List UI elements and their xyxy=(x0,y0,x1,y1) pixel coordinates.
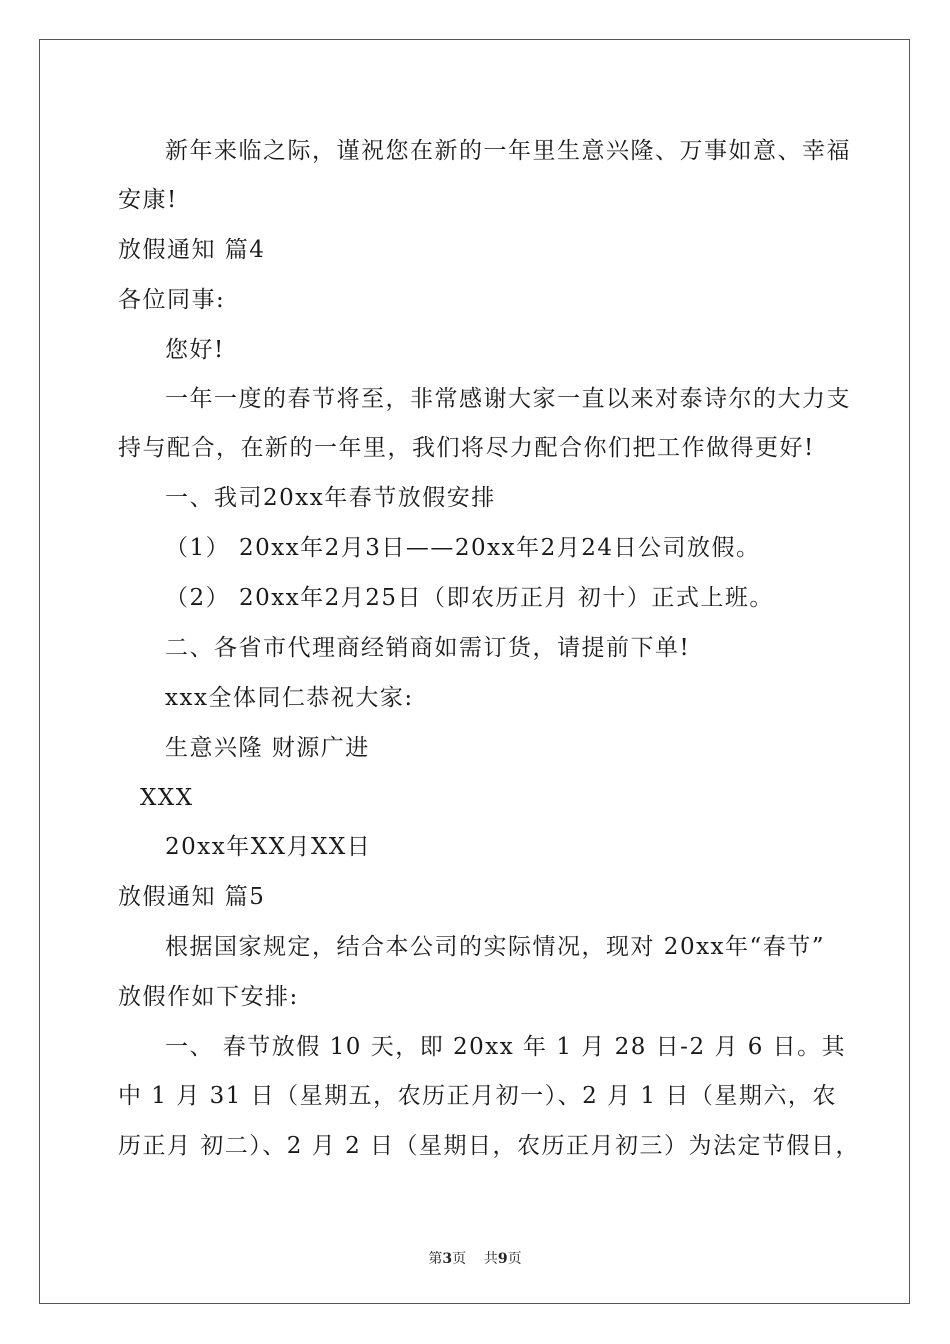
section-heading: 放假通知 篇4 xyxy=(118,237,266,263)
footer-page-prefix: 第 xyxy=(428,1251,443,1267)
list-heading: 二、各省市代理商经销商如需订货，请提前下单! xyxy=(165,635,691,661)
paragraph-line: xxx全体同仁恭祝大家: xyxy=(165,685,414,711)
page-border xyxy=(39,39,910,1304)
list-item: （2） 20xx年2月25日（即农历正月 初十）正式上班。 xyxy=(165,585,774,611)
footer-page-total: 9 xyxy=(497,1251,508,1267)
paragraph-line: 中 1 月 31 日（星期五，农历正月初一）、2 月 1 日（星期六，农 xyxy=(118,1083,837,1109)
footer-page-suffix: 页 xyxy=(507,1251,522,1267)
footer-page-current: 3 xyxy=(442,1251,453,1267)
signature-name: XXX xyxy=(140,785,194,811)
page-footer xyxy=(0,1248,950,1268)
paragraph-line: 新年来临之际，谨祝您在新的一年里生意兴隆、万事如意、幸福 xyxy=(165,138,851,164)
paragraph-line: 持与配合，在新的一年里，我们将尽力配合你们把工作做得更好! xyxy=(118,435,815,461)
footer-page-mid: 页 共 xyxy=(452,1251,498,1267)
paragraph-line: 放假作如下安排: xyxy=(118,984,299,1010)
paragraph-line: 根据国家规定，结合本公司的实际情况，现对 20xx年“春节” xyxy=(165,934,826,960)
paragraph-line: 历正月 初二）、2 月 2 日（星期日，农历正月初三）为法定节假日， xyxy=(118,1133,861,1159)
paragraph-line: 安康! xyxy=(118,187,178,213)
signature-date: 20xx年XX月XX日 xyxy=(165,834,372,860)
list-item: （1） 20xx年2月3日——20xx年2月24日公司放假。 xyxy=(165,535,761,561)
paragraph-line: 一年一度的春节将至，非常感谢大家一直以来对泰诗尔的大力支 xyxy=(165,386,851,412)
greeting: 您好! xyxy=(165,337,225,363)
salutation: 各位同事: xyxy=(118,287,226,313)
paragraph-line: 一、 春节放假 10 天，即 20xx 年 1 月 28 日-2 月 6 日。其 xyxy=(165,1034,847,1060)
list-heading: 一、我司20xx年春节放假安排 xyxy=(165,485,496,511)
paragraph-line: 生意兴隆 财源广进 xyxy=(165,735,370,761)
section-heading: 放假通知 篇5 xyxy=(118,884,266,910)
